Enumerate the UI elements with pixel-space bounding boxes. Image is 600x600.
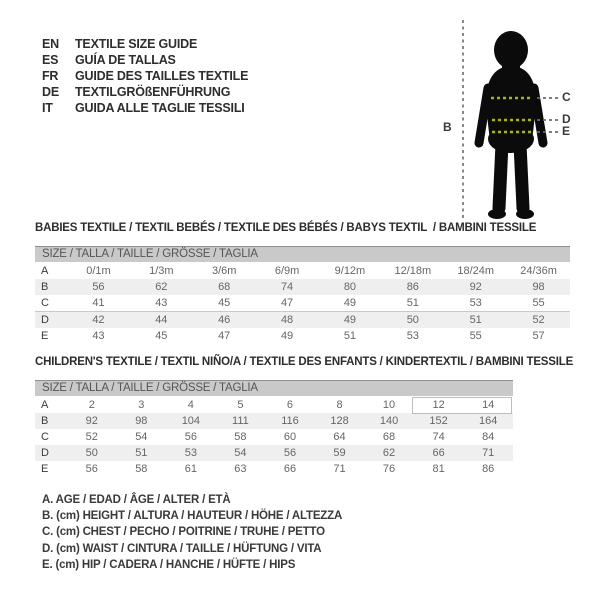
table-row — [35, 328, 570, 344]
table-cell: 0/1m — [86, 265, 111, 277]
table-cell: 43 — [92, 330, 105, 342]
table-row — [35, 413, 513, 429]
table-cell: 14 — [482, 399, 495, 411]
language-code: EN — [42, 37, 59, 51]
table-cell: 8 — [336, 399, 343, 411]
row-label: A — [41, 399, 49, 411]
table-cell: 63 — [234, 463, 247, 475]
table-cell: 58 — [135, 463, 148, 475]
legend-age: A. AGE / EDAD / ÂGE / ALTER / ETÀ — [42, 494, 231, 506]
legend-height: B. (cm) HEIGHT / ALTURA / HAUTEUR / HÖHE / ALTEZZA — [42, 510, 343, 523]
row-label: D — [41, 314, 49, 326]
table-cell: 61 — [184, 463, 197, 475]
measurement-figure — [430, 8, 600, 228]
table-cell: 92 — [85, 415, 98, 427]
table-row — [35, 279, 570, 295]
babies-size-section — [35, 222, 570, 344]
table-cell: 74 — [432, 431, 445, 443]
table-cell: 44 — [155, 314, 168, 326]
row-label: E — [41, 463, 49, 475]
figure-label-hip: E — [562, 124, 571, 138]
language-code: FR — [42, 69, 59, 83]
language-title: GUIDA ALLE TAGLIE TESSILI — [75, 101, 245, 115]
table-row — [35, 461, 513, 477]
figure-label-height: B — [443, 120, 452, 134]
legend-chest: C. (cm) CHEST / PECHO / POITRINE / TRUHE / PETTO — [42, 526, 325, 539]
row-label: C — [41, 431, 49, 443]
table-row — [35, 429, 513, 445]
table-cell: 74 — [280, 281, 294, 293]
table-cell: 66 — [432, 447, 445, 459]
babies-section-title: BABIES TEXTILE / TEXTIL BEBÉS / TEXTILE DES BÉBÉS / BABYS TEXTIL / BAMBINI TESSILE — [35, 222, 537, 234]
table-row — [35, 312, 570, 329]
table-cell: 53 — [184, 447, 197, 459]
language-row — [42, 52, 248, 68]
table-cell: 1/3m — [149, 265, 174, 277]
table-cell: 24/36m — [520, 265, 557, 277]
table-cell: 5 — [237, 399, 244, 411]
table-cell: 66 — [283, 463, 297, 475]
table-cell: 42 — [92, 314, 105, 326]
table-cell: 6 — [286, 399, 294, 411]
table-cell: 47 — [256, 295, 319, 312]
table-cell: 6/9m — [274, 265, 300, 277]
table-cell: 55 — [507, 295, 570, 312]
table-cell: 49 — [319, 295, 382, 312]
table-cell: 51 — [135, 447, 148, 459]
table-cell: 51 — [343, 330, 357, 342]
table-cell: 51 — [469, 314, 482, 326]
table-cell: 56 — [184, 431, 197, 443]
table-cell: 41 — [67, 295, 130, 312]
table-cell: 47 — [218, 330, 231, 342]
table-cell: 84 — [482, 431, 495, 443]
table-cell: 128 — [330, 415, 349, 427]
table-cell: 68 — [218, 281, 231, 293]
language-row — [42, 100, 248, 116]
table-cell: 57 — [532, 330, 545, 342]
table-cell: 52 — [85, 431, 98, 443]
table-row — [35, 263, 570, 279]
child-silhouette — [479, 31, 543, 219]
babies-size-table — [35, 263, 570, 344]
table-cell: 10 — [382, 399, 396, 411]
table-cell: 62 — [382, 447, 396, 459]
legend-waist: D. (cm) WAIST / CINTURA / TAILLE / HÜFTUNG / VITA — [42, 542, 322, 555]
table-cell: 55 — [469, 330, 482, 342]
table-cell: 49 — [343, 314, 357, 326]
row-label: C — [35, 295, 67, 312]
table-cell: 64 — [333, 431, 346, 443]
language-row — [42, 36, 248, 52]
table-cell: 3 — [138, 399, 145, 411]
table-cell: 68 — [382, 431, 396, 443]
row-label: D — [41, 447, 49, 459]
table-cell: 80 — [343, 281, 357, 293]
table-cell: 51 — [381, 295, 444, 312]
table-cell: 12 — [432, 399, 445, 411]
language-code: ES — [42, 53, 59, 67]
table-cell: 46 — [218, 314, 231, 326]
table-cell: 48 — [280, 314, 294, 326]
table-cell: 81 — [432, 463, 445, 475]
language-row — [42, 84, 248, 100]
table-row — [35, 295, 570, 312]
table-cell: 54 — [234, 447, 247, 459]
table-cell: 50 — [85, 447, 98, 459]
table-row — [35, 445, 513, 461]
table-cell: 56 — [92, 281, 105, 293]
row-label: B — [41, 281, 49, 293]
children-size-table — [35, 397, 513, 477]
table-cell: 56 — [283, 447, 297, 459]
table-cell: 92 — [469, 281, 482, 293]
table-cell: 86 — [406, 281, 419, 293]
table-cell: 12/18m — [394, 265, 432, 277]
table-cell: 49 — [280, 330, 294, 342]
table-cell: 9/12m — [334, 265, 366, 277]
table-cell: 56 — [85, 463, 98, 475]
figure-label-chest: C — [562, 90, 571, 104]
language-title: TEXTILE SIZE GUIDE — [75, 37, 198, 51]
table-cell: 104 — [181, 415, 201, 427]
table-cell: 43 — [130, 295, 193, 312]
table-row — [35, 397, 513, 413]
table-cell: 53 — [444, 295, 507, 312]
child-silhouette-diagram — [430, 8, 600, 228]
table-cell: 2 — [88, 399, 95, 411]
row-label: E — [41, 330, 49, 342]
table-cell: 86 — [482, 463, 495, 475]
language-code: IT — [42, 101, 53, 115]
language-title-list — [42, 36, 248, 116]
babies-size-header: SIZE / TALLA / TAILLE / GRÖSSE / TAGLIA — [35, 246, 570, 262]
table-cell: 18/24m — [457, 265, 495, 277]
table-cell: 111 — [232, 415, 249, 427]
row-label: A — [41, 265, 49, 277]
figure-label-waist: D — [562, 112, 571, 126]
table-cell: 71 — [333, 463, 346, 475]
table-cell: 152 — [429, 415, 448, 427]
table-cell: 54 — [135, 431, 148, 443]
table-cell: 71 — [482, 447, 495, 459]
language-row — [42, 68, 248, 84]
language-code: DE — [42, 85, 59, 99]
table-cell: 58 — [234, 431, 247, 443]
row-label: B — [41, 415, 49, 427]
table-cell: 140 — [379, 415, 399, 427]
language-title: GUIDE DES TAILLES TEXTILE — [75, 69, 249, 83]
table-cell: 3/6m — [211, 265, 237, 277]
table-cell: 98 — [135, 415, 148, 427]
table-cell: 59 — [333, 447, 346, 459]
legend-hip: E. (cm) HIP / CADERA / HANCHE / HÜFTE / HIPS — [42, 558, 296, 571]
table-cell: 52 — [532, 314, 545, 326]
language-title: TEXTILGRÖßENFÜHRUNG — [75, 85, 231, 99]
children-size-section — [35, 356, 574, 477]
table-cell: 116 — [281, 415, 299, 427]
table-cell: 76 — [382, 463, 396, 475]
table-cell: 45 — [155, 330, 168, 342]
table-cell: 98 — [532, 281, 545, 293]
children-section-title: CHILDREN'S TEXTILE / TEXTIL NIÑO/A / TEXTILE DES ENFANTS / KINDERTEXTIL / BAMBINI TESSILE — [35, 356, 574, 368]
table-cell: 50 — [406, 314, 419, 326]
children-size-header: SIZE / TALLA / TAILLE / GRÖSSE / TAGLIA — [35, 380, 513, 396]
measurement-legend — [42, 492, 342, 573]
table-cell: 45 — [193, 295, 256, 312]
table-cell: 53 — [406, 330, 419, 342]
table-cell: 60 — [283, 431, 297, 443]
table-cell: 4 — [187, 399, 194, 411]
language-title: GUÍA DE TALLAS — [75, 53, 176, 67]
table-cell: 164 — [479, 415, 498, 427]
table-cell: 62 — [155, 281, 168, 293]
